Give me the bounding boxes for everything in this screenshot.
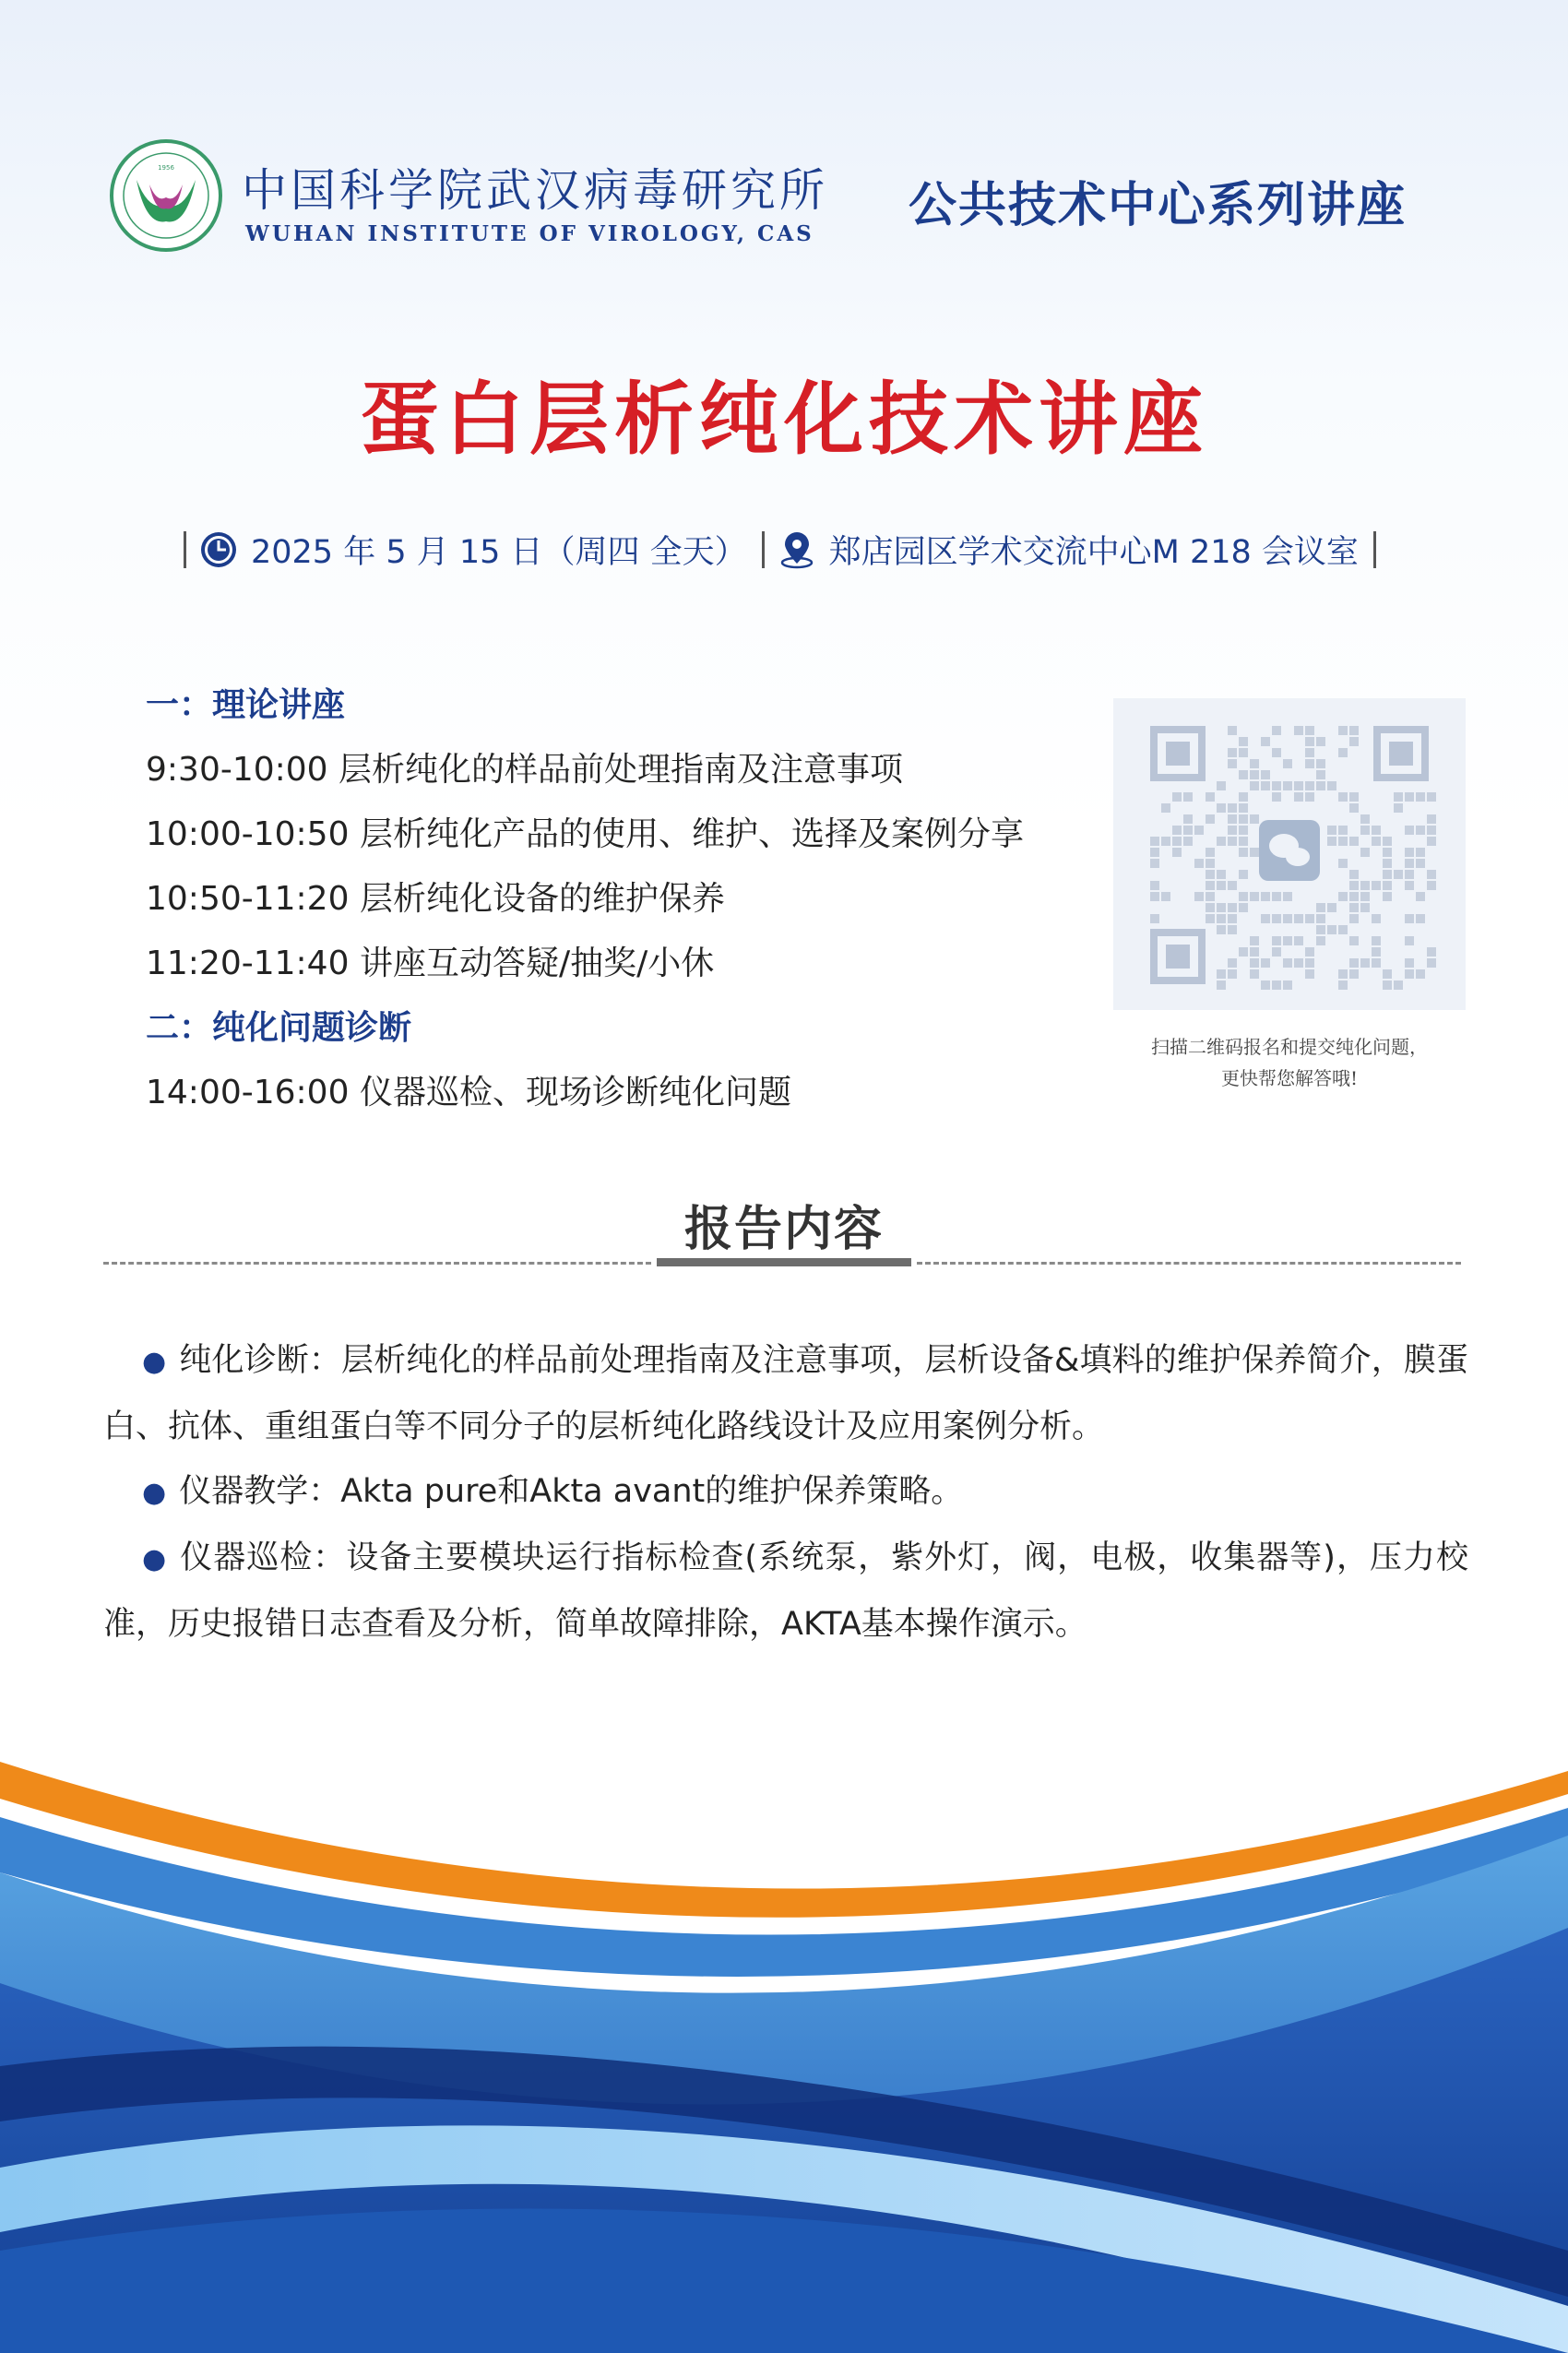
- schedule-section-heading: 一：理论讲座: [146, 686, 346, 724]
- decorative-wave-footer: [0, 1734, 1568, 2353]
- schedule-item: [146, 932, 1024, 996]
- qr-caption-line: 扫描二维码报名和提交纯化问题，: [1151, 1036, 1428, 1058]
- institute-name-en: WUHAN INSTITUTE OF VIROLOGY, CAS: [245, 221, 814, 246]
- institute-name-cn: 中国科学院武汉病毒研究所: [242, 164, 829, 217]
- report-item-text: 仪器巡检：设备主要模块运行指标检查(系统泵，紫外灯，阀，电极，收集器等)，压力校准，历史报错日志查看及分析，简单故障排除，AKTA基本操作演示。: [103, 1539, 1468, 1643]
- schedule-time: 10:00-10:50: [146, 815, 350, 853]
- schedule-time: 9:30-10:00: [146, 751, 328, 789]
- schedule-time: 14:00-16:00: [146, 1074, 350, 1111]
- institute-logo: [109, 138, 223, 253]
- report-heading: 报告内容: [683, 1202, 884, 1257]
- section-divider: [917, 1262, 1461, 1265]
- clock-icon: [199, 530, 238, 569]
- section-divider: [103, 1262, 651, 1265]
- schedule-item: [146, 1061, 1024, 1125]
- schedule-time: 10:50-11:20: [146, 880, 350, 918]
- report-item: [103, 1459, 1468, 1526]
- schedule-topic: 层析纯化设备的维护保养: [359, 880, 725, 918]
- schedule: [146, 673, 1024, 1125]
- event-info-line: [171, 522, 1389, 577]
- report-content: [103, 1328, 1468, 1657]
- report-item-text: 仪器教学：Akta pure和Akta avant的维护保养策略。: [179, 1473, 964, 1510]
- main-title: 蛋白层析纯化技术讲座: [360, 374, 1208, 466]
- qr-caption: [1107, 1031, 1472, 1094]
- event-location: 郑店园区学术交流中心M 218 会议室: [828, 534, 1359, 571]
- event-date: 2025 年 5 月 15 日（周四 全天）: [251, 534, 747, 571]
- report-item: [103, 1328, 1468, 1459]
- schedule-item: [146, 802, 1024, 867]
- schedule-topic: 层析纯化产品的使用、维护、选择及案例分享: [359, 815, 1024, 853]
- svg-text:1956: 1956: [158, 164, 174, 172]
- schedule-topic: 层析纯化的样品前处理指南及注意事项: [339, 751, 904, 789]
- bullet-icon: ●: [142, 1346, 167, 1378]
- schedule-section-heading: 二：纯化问题诊断: [146, 1009, 412, 1047]
- schedule-item: [146, 867, 1024, 932]
- registration-qr-code[interactable]: [1113, 698, 1466, 1010]
- report-heading-underline: [657, 1258, 911, 1266]
- bullet-icon: ●: [142, 1543, 168, 1575]
- report-item: [103, 1526, 1468, 1657]
- series-title: 公共技术中心系列讲座: [909, 178, 1408, 233]
- schedule-topic: 仪器巡检、现场诊断纯化问题: [359, 1074, 791, 1111]
- divider: [184, 531, 186, 568]
- report-item-text: 纯化诊断：层析纯化的样品前处理指南及注意事项，层析设备&填料的维护保养简介，膜蛋白、抗体、重组蛋白等不同分子的层析纯化路线设计及应用案例分析。: [103, 1342, 1469, 1445]
- schedule-time: 11:20-11:40: [146, 945, 350, 982]
- schedule-item: [146, 738, 1024, 802]
- location-pin-icon: [778, 530, 816, 569]
- schedule-topic: 讲座互动答疑/抽奖/小休: [359, 945, 715, 982]
- divider: [762, 531, 765, 568]
- divider: [1373, 531, 1376, 568]
- bullet-icon: ●: [142, 1477, 167, 1509]
- qr-caption-line: 更快帮您解答哦!: [1220, 1067, 1359, 1089]
